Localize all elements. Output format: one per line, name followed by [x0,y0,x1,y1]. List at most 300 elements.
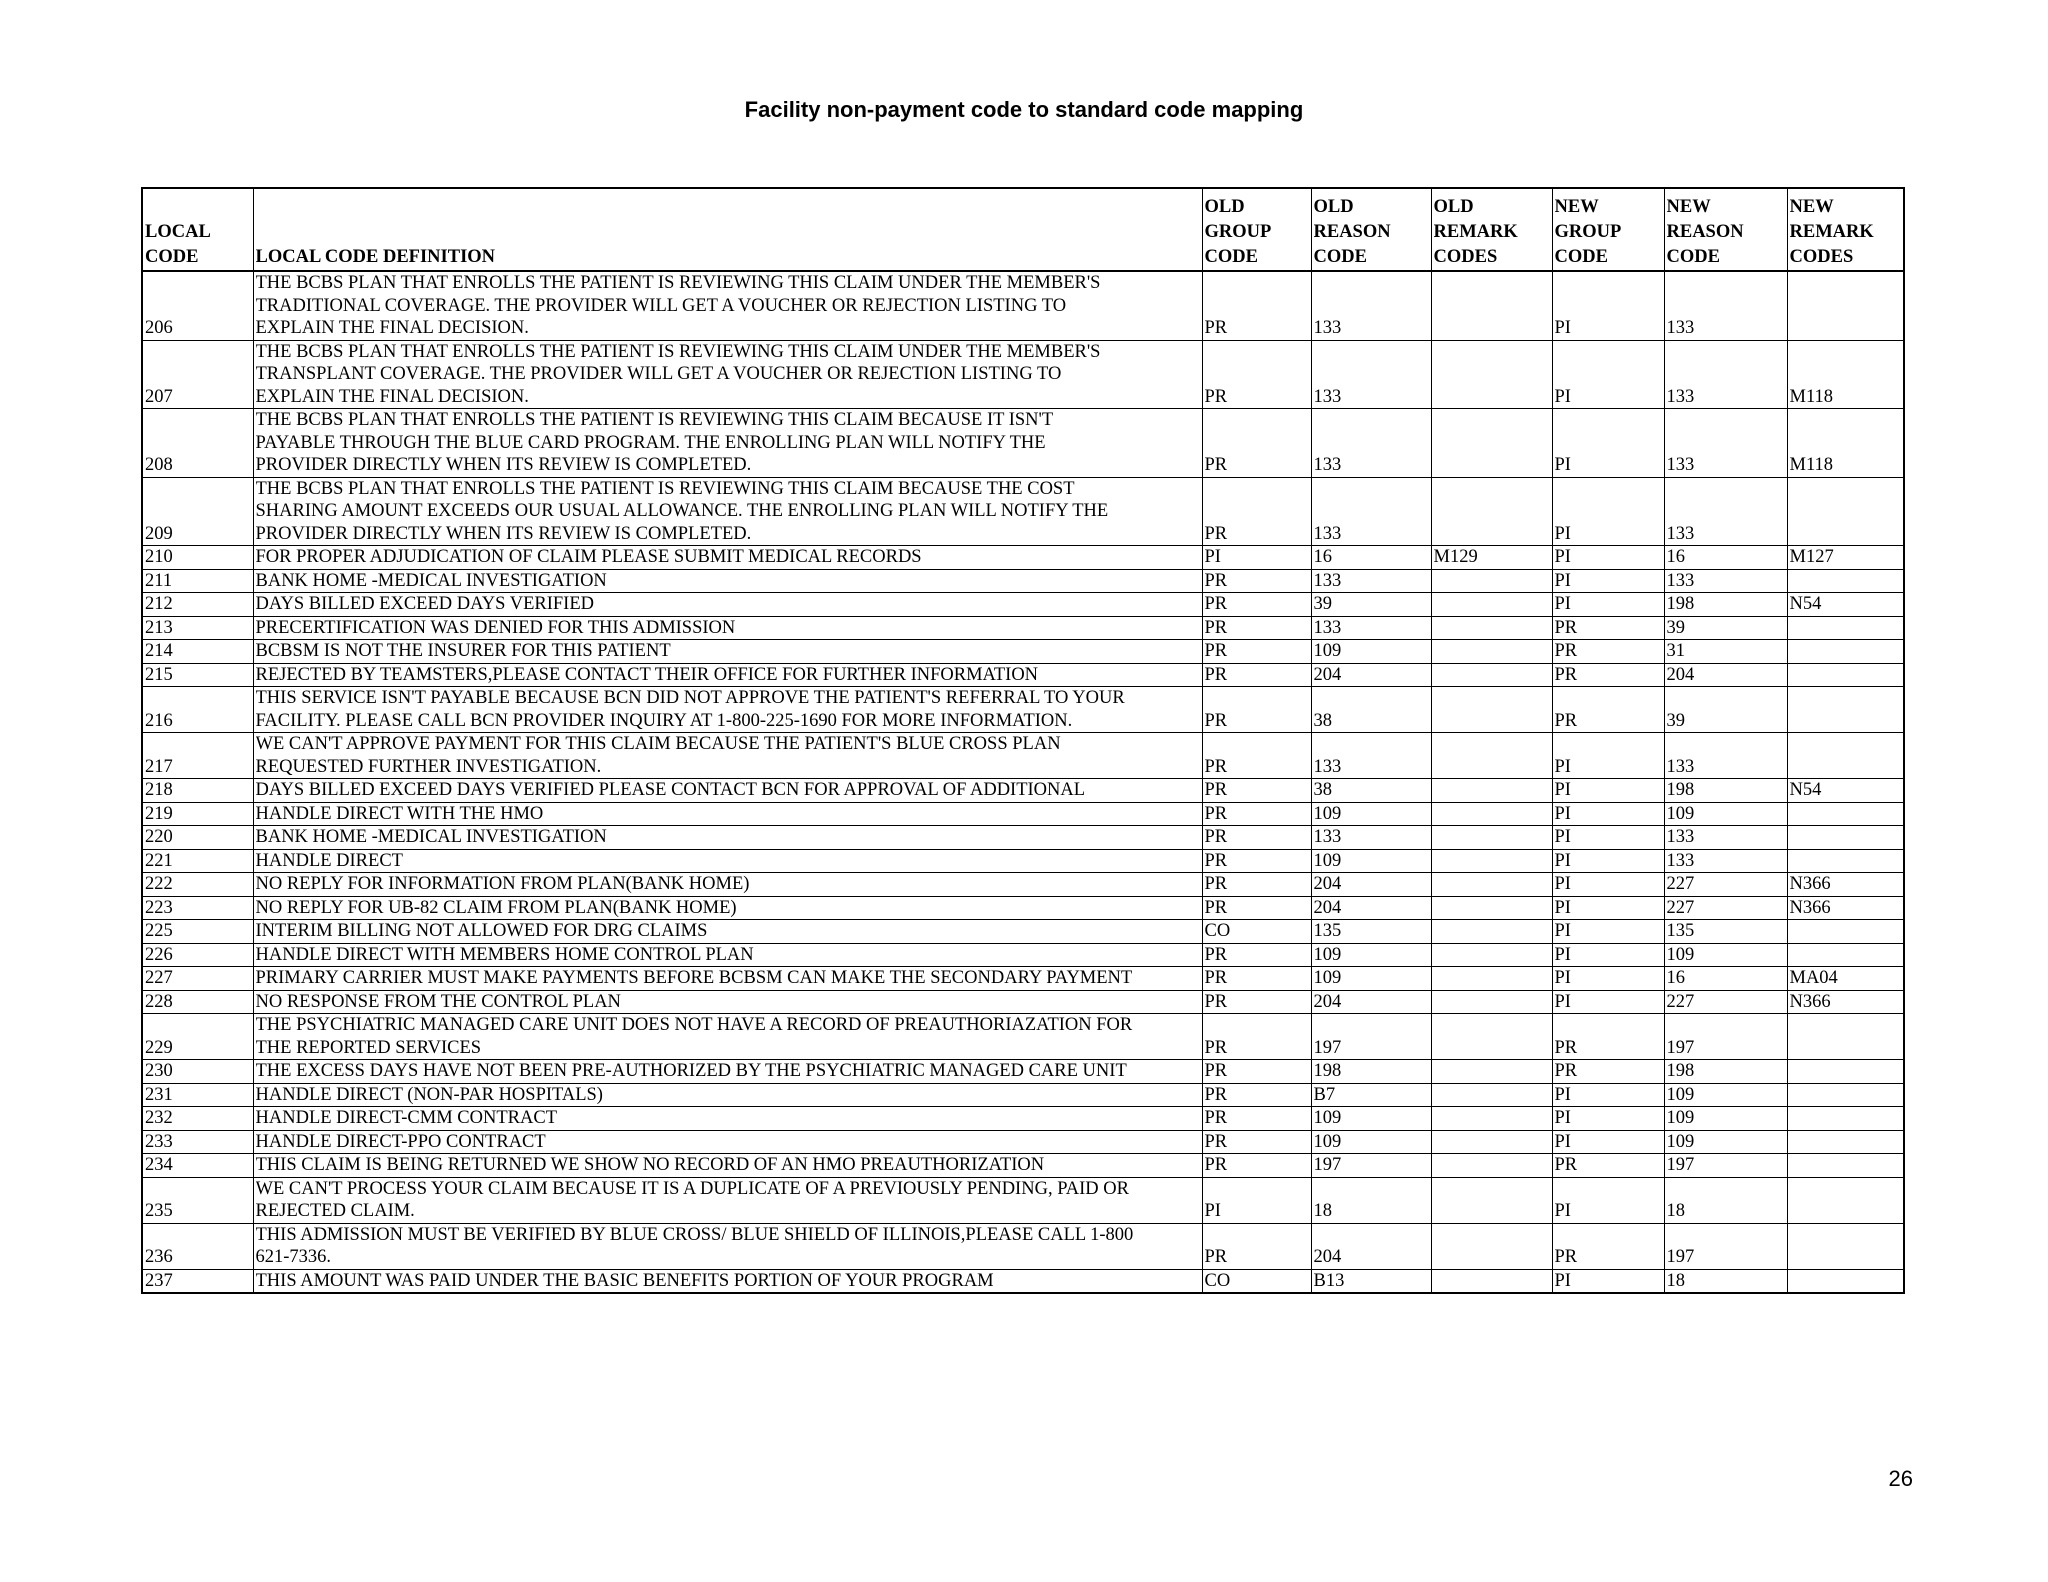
table-row [142,920,1904,944]
cell-definition [253,873,1202,897]
cell-old-reason-code: 16 [1311,546,1431,570]
cell-new-group-code: PR [1552,1223,1664,1269]
definition-line: SHARING AMOUNT EXCEEDS OUR USUAL ALLOWANCE. THE ENROLLING PLAN WILL NOTIFY THE [255,501,1109,521]
cell-new-group-code: PI [1552,1177,1664,1223]
definition-line: NO REPLY FOR INFORMATION FROM PLAN(BANK HOME) [255,874,750,894]
definition-line: PROVIDER DIRECTLY WHEN ITS REVIEW IS COMPLETED. [255,523,752,544]
cell-definition [253,802,1202,826]
cell-new-group-code: PI [1552,802,1664,826]
header-line: CODE [1666,247,1720,267]
definition-line: THIS CLAIM IS BEING RETURNED WE SHOW NO RECORD OF AN HMO PREAUTHORIZATION [255,1155,1045,1175]
cell-old-remark-codes [1431,967,1552,991]
table-row [142,733,1904,779]
cell-old-group-code: PR [1202,733,1311,779]
cell-old-remark-codes [1431,1154,1552,1178]
cell-old-group-code: PI [1202,546,1311,570]
table-row [142,1060,1904,1084]
cell-definition [253,1060,1202,1084]
cell-local-code: 226 [142,943,253,967]
cell-new-group-code: PR [1552,663,1664,687]
cell-new-group-code: PI [1552,943,1664,967]
cell-old-remark-codes [1431,271,1552,340]
cell-local-code: 210 [142,546,253,570]
cell-old-reason-code: 109 [1311,849,1431,873]
cell-new-remark-codes: MA04 [1787,967,1904,991]
cell-old-remark-codes [1431,1014,1552,1060]
cell-old-group-code: PR [1202,687,1311,733]
table-row [142,340,1904,409]
cell-old-reason-code: 109 [1311,1130,1431,1154]
cell-new-group-code: PR [1552,687,1664,733]
cell-old-reason-code: 204 [1311,1223,1431,1269]
cell-old-reason-code: 197 [1311,1154,1431,1178]
cell-new-group-code: PI [1552,546,1664,570]
table-row [142,1269,1904,1293]
cell-new-reason-code: 227 [1664,896,1787,920]
cell-old-remark-codes [1431,896,1552,920]
cell-local-code: 218 [142,779,253,803]
cell-old-remark-codes [1431,1223,1552,1269]
table-row [142,1177,1904,1223]
header-line: OLD [1433,197,1474,217]
cell-new-reason-code: 133 [1664,340,1787,409]
table-row [142,546,1904,570]
cell-old-reason-code: 135 [1311,920,1431,944]
cell-new-remark-codes [1787,943,1904,967]
definition-line: PAYABLE THROUGH THE BLUE CARD PROGRAM. THE ENROLLING PLAN WILL NOTIFY THE [255,432,1046,453]
cell-new-reason-code: 197 [1664,1014,1787,1060]
cell-old-group-code: PR [1202,896,1311,920]
cell-new-reason-code: 109 [1664,943,1787,967]
cell-local-code: 221 [142,849,253,873]
cell-new-group-code: PI [1552,593,1664,617]
definition-line: EXPLAIN THE FINAL DECISION. [255,318,529,338]
definition-line: NO RESPONSE FROM THE CONTROL PLAN [255,991,621,1012]
cell-definition [253,920,1202,944]
cell-new-group-code: PI [1552,849,1664,873]
header-line: NEW [1789,197,1834,217]
cell-new-group-code: PI [1552,1083,1664,1107]
cell-old-group-code: PR [1202,1060,1311,1084]
cell-definition [253,271,1202,340]
cell-new-remark-codes [1787,477,1904,546]
cell-new-group-code: PR [1552,616,1664,640]
cell-local-code: 208 [142,409,253,478]
cell-old-group-code: PR [1202,779,1311,803]
cell-old-reason-code: 204 [1311,873,1431,897]
cell-new-reason-code: 133 [1664,826,1787,850]
definition-line: HANDLE DIRECT WITH MEMBERS HOME CONTROL PLAN [255,944,754,965]
table-row [142,896,1904,920]
definition-line: HANDLE DIRECT-CMM CONTRACT [255,1108,557,1128]
definition-line: PRIMARY CARRIER MUST MAKE PAYMENTS BEFORE BCBSM CAN MAKE THE SECONDARY PAYMENT [255,968,1133,988]
definition-line: FOR PROPER ADJUDICATION OF CLAIM PLEASE SUBMIT MEDICAL RECORDS [255,547,922,567]
definition-line: THE PSYCHIATRIC MANAGED CARE UNIT DOES NOT HAVE A RECORD OF PREAUTHORIAZATION FOR [255,1015,1133,1035]
cell-old-reason-code: 109 [1311,1107,1431,1131]
cell-new-reason-code: 109 [1664,802,1787,826]
cell-old-remark-codes [1431,1177,1552,1223]
cell-old-group-code: PR [1202,593,1311,617]
cell-new-reason-code: 204 [1664,663,1787,687]
cell-old-group-code: CO [1202,920,1311,944]
cell-old-reason-code: B13 [1311,1269,1431,1293]
definition-line: TRADITIONAL COVERAGE. THE PROVIDER WILL GET A VOUCHER OR REJECTION LISTING TO [255,295,1067,316]
cell-new-remark-codes [1787,826,1904,850]
cell-new-group-code: PI [1552,733,1664,779]
cell-old-group-code: PR [1202,849,1311,873]
cell-new-remark-codes: M127 [1787,546,1904,570]
definition-line: HANDLE DIRECT-PPO CONTRACT [255,1131,546,1152]
cell-old-remark-codes [1431,687,1552,733]
cell-definition [253,409,1202,478]
cell-new-remark-codes [1787,1154,1904,1178]
cell-old-group-code: PR [1202,1130,1311,1154]
cell-local-code: 231 [142,1083,253,1107]
cell-old-reason-code: 109 [1311,967,1431,991]
definition-line: THE REPORTED SERVICES [255,1037,482,1058]
cell-local-code: 213 [142,616,253,640]
table-row [142,1130,1904,1154]
table-row [142,409,1904,478]
definition-line: PRECERTIFICATION WAS DENIED FOR THIS ADMISSION [255,617,736,638]
cell-new-remark-codes [1787,687,1904,733]
cell-old-group-code: PR [1202,1107,1311,1131]
cell-new-group-code: PR [1552,640,1664,664]
cell-definition [253,593,1202,617]
cell-new-remark-codes [1787,733,1904,779]
cell-old-group-code: PR [1202,340,1311,409]
header-new-reason-code [1664,188,1787,271]
cell-new-remark-codes: N366 [1787,873,1904,897]
cell-definition [253,663,1202,687]
table-row [142,616,1904,640]
table-row [142,990,1904,1014]
page-title: Facility non-payment code to standard code mapping [744,97,1304,122]
definition-line: REQUESTED FURTHER INVESTIGATION. [255,756,602,777]
cell-old-group-code: PR [1202,477,1311,546]
table-row [142,1154,1904,1178]
table-row [142,687,1904,733]
cell-definition [253,569,1202,593]
cell-old-remark-codes [1431,733,1552,779]
cell-old-reason-code: 133 [1311,409,1431,478]
definition-line: WE CAN'T PROCESS YOUR CLAIM BECAUSE IT IS A DUPLICATE OF A PREVIOUSLY PENDING, PAID OR [255,1178,1129,1199]
header-line: CODES [1789,247,1854,267]
header-line: CODES [1433,247,1498,267]
cell-old-remark-codes [1431,569,1552,593]
cell-new-group-code: PI [1552,271,1664,340]
cell-definition [253,990,1202,1014]
cell-old-reason-code: 133 [1311,271,1431,340]
table-row [142,802,1904,826]
definition-line: HANDLE DIRECT [255,850,403,871]
header-local-code [142,188,253,271]
cell-old-remark-codes [1431,409,1552,478]
cell-new-reason-code: 198 [1664,779,1787,803]
cell-local-code: 216 [142,687,253,733]
cell-new-remark-codes [1787,1223,1904,1269]
cell-old-remark-codes: M129 [1431,546,1552,570]
cell-old-reason-code: 18 [1311,1177,1431,1223]
cell-definition [253,640,1202,664]
cell-new-remark-codes: M118 [1787,409,1904,478]
cell-old-remark-codes [1431,849,1552,873]
cell-local-code: 235 [142,1177,253,1223]
cell-old-group-code: PR [1202,1083,1311,1107]
definition-line: FACILITY. PLEASE CALL BCN PROVIDER INQUIRY AT 1-800-225-1690 FOR MORE INFORMATION. [255,710,1073,731]
cell-new-reason-code: 133 [1664,849,1787,873]
header-new-group-code [1552,188,1664,271]
header-line: NEW [1666,197,1711,217]
cell-new-remark-codes: N366 [1787,896,1904,920]
cell-old-reason-code: 133 [1311,477,1431,546]
cell-old-remark-codes [1431,663,1552,687]
table-row [142,569,1904,593]
cell-definition [253,687,1202,733]
cell-new-group-code: PI [1552,990,1664,1014]
cell-old-remark-codes [1431,920,1552,944]
cell-new-remark-codes [1787,616,1904,640]
header-old-remark-codes [1431,188,1552,271]
cell-new-remark-codes: N54 [1787,593,1904,617]
cell-new-reason-code: 133 [1664,569,1787,593]
table-row [142,1107,1904,1131]
cell-new-group-code: PI [1552,569,1664,593]
cell-new-remark-codes [1787,1014,1904,1060]
cell-local-code: 214 [142,640,253,664]
cell-old-remark-codes [1431,640,1552,664]
cell-new-group-code: PR [1552,1014,1664,1060]
header-line: CODE [1554,247,1608,267]
header-local-code-definition [253,188,1202,271]
cell-local-code: 209 [142,477,253,546]
cell-old-group-code: PR [1202,640,1311,664]
cell-local-code: 222 [142,873,253,897]
cell-new-reason-code: 109 [1664,1083,1787,1107]
cell-new-remark-codes [1787,640,1904,664]
definition-line: INTERIM BILLING NOT ALLOWED FOR DRG CLAIMS [255,921,708,941]
cell-new-remark-codes [1787,1130,1904,1154]
cell-old-remark-codes [1431,1107,1552,1131]
table-row [142,779,1904,803]
header-line: LOCAL [145,222,211,242]
cell-old-reason-code: 133 [1311,826,1431,850]
cell-definition [253,1177,1202,1223]
header-line: CODE [145,247,199,267]
cell-local-code: 220 [142,826,253,850]
header-line: REASON [1313,222,1391,242]
cell-definition [253,1269,1202,1293]
cell-old-reason-code: 197 [1311,1014,1431,1060]
header-new-remark-codes [1787,188,1904,271]
cell-local-code: 223 [142,896,253,920]
cell-old-remark-codes [1431,340,1552,409]
cell-new-remark-codes [1787,802,1904,826]
cell-old-group-code: PI [1202,1177,1311,1223]
cell-new-reason-code: 16 [1664,546,1787,570]
cell-old-group-code: PR [1202,990,1311,1014]
cell-new-remark-codes: N54 [1787,779,1904,803]
cell-new-reason-code: 16 [1664,967,1787,991]
cell-local-code: 229 [142,1014,253,1060]
header-line: LOCAL CODE DEFINITION [255,247,496,267]
cell-new-remark-codes [1787,569,1904,593]
cell-new-group-code: PI [1552,873,1664,897]
cell-old-remark-codes [1431,990,1552,1014]
cell-new-group-code: PI [1552,1130,1664,1154]
cell-new-group-code: PI [1552,896,1664,920]
cell-local-code: 234 [142,1154,253,1178]
cell-new-remark-codes [1787,920,1904,944]
header-old-group-code [1202,188,1311,271]
cell-local-code: 207 [142,340,253,409]
cell-definition [253,733,1202,779]
cell-old-group-code: PR [1202,1154,1311,1178]
cell-old-reason-code: 204 [1311,663,1431,687]
cell-new-remark-codes [1787,1107,1904,1131]
cell-new-group-code: PR [1552,1060,1664,1084]
cell-new-group-code: PI [1552,1269,1664,1293]
cell-new-reason-code: 227 [1664,873,1787,897]
table-body [142,271,1904,1293]
cell-definition [253,1223,1202,1269]
definition-line: BANK HOME -MEDICAL INVESTIGATION [255,827,607,847]
header-line: CODE [1313,247,1367,267]
cell-local-code: 233 [142,1130,253,1154]
definition-line: BANK HOME -MEDICAL INVESTIGATION [255,570,607,591]
cell-old-reason-code: 133 [1311,616,1431,640]
cell-new-reason-code: 39 [1664,687,1787,733]
definition-line: REJECTED BY TEAMSTERS,PLEASE CONTACT THEIR OFFICE FOR FURTHER INFORMATION [255,664,1039,685]
cell-new-reason-code: 133 [1664,477,1787,546]
cell-old-remark-codes [1431,1130,1552,1154]
cell-definition [253,896,1202,920]
table-row [142,967,1904,991]
cell-old-group-code: PR [1202,826,1311,850]
cell-old-group-code: PR [1202,1014,1311,1060]
header-line: GROUP [1204,222,1272,242]
cell-new-remark-codes [1787,271,1904,340]
table-header-row [142,188,1904,271]
definition-line: THIS SERVICE ISN'T PAYABLE BECAUSE BCN DID NOT APPROVE THE PATIENT'S REFERRAL TO YOUR [255,688,1125,708]
cell-new-reason-code: 197 [1664,1154,1787,1178]
cell-old-reason-code: 204 [1311,990,1431,1014]
cell-definition [253,1083,1202,1107]
definition-line: THE EXCESS DAYS HAVE NOT BEEN PRE-AUTHORIZED BY THE PSYCHIATRIC MANAGED CARE UNIT [255,1061,1127,1081]
cell-old-reason-code: 38 [1311,687,1431,733]
cell-new-reason-code: 135 [1664,920,1787,944]
cell-definition [253,340,1202,409]
cell-old-remark-codes [1431,802,1552,826]
table-row [142,873,1904,897]
header-line: REASON [1666,222,1744,242]
definition-line: BCBSM IS NOT THE INSURER FOR THIS PATIENT [255,641,671,661]
cell-old-remark-codes [1431,1060,1552,1084]
table-row [142,663,1904,687]
table-row [142,271,1904,340]
cell-old-remark-codes [1431,943,1552,967]
cell-new-group-code: PI [1552,409,1664,478]
table-row [142,477,1904,546]
page-number: 26 [1888,1466,1913,1491]
cell-new-group-code: PI [1552,779,1664,803]
cell-new-remark-codes [1787,1177,1904,1223]
cell-old-reason-code: 204 [1311,896,1431,920]
cell-new-remark-codes [1787,1083,1904,1107]
definition-line: HANDLE DIRECT WITH THE HMO [255,803,544,824]
cell-local-code: 236 [142,1223,253,1269]
cell-new-reason-code: 197 [1664,1223,1787,1269]
cell-definition [253,477,1202,546]
cell-local-code: 206 [142,271,253,340]
table-row [142,1014,1904,1060]
cell-old-reason-code: 109 [1311,943,1431,967]
cell-old-remark-codes [1431,826,1552,850]
cell-old-remark-codes [1431,873,1552,897]
definition-line: NO REPLY FOR UB-82 CLAIM FROM PLAN(BANK HOME) [255,897,737,918]
cell-old-reason-code: 109 [1311,640,1431,664]
header-line: OLD [1204,197,1245,217]
cell-old-group-code: PR [1202,616,1311,640]
cell-old-group-code: PR [1202,569,1311,593]
cell-definition [253,943,1202,967]
definition-line: WE CAN'T APPROVE PAYMENT FOR THIS CLAIM BECAUSE THE PATIENT'S BLUE CROSS PLAN [255,734,1061,754]
cell-old-reason-code: 198 [1311,1060,1431,1084]
cell-definition [253,546,1202,570]
header-line: NEW [1554,197,1599,217]
header-line: REMARK [1433,222,1518,242]
cell-local-code: 219 [142,802,253,826]
cell-new-remark-codes: N366 [1787,990,1904,1014]
cell-new-remark-codes [1787,1060,1904,1084]
cell-old-remark-codes [1431,477,1552,546]
table-row [142,640,1904,664]
definition-line: TRANSPLANT COVERAGE. THE PROVIDER WILL GET A VOUCHER OR REJECTION LISTING TO [255,364,1062,384]
cell-new-group-code: PI [1552,920,1664,944]
cell-definition [253,826,1202,850]
definition-line: HANDLE DIRECT (NON-PAR HOSPITALS) [255,1084,603,1105]
cell-old-group-code: PR [1202,802,1311,826]
cell-local-code: 215 [142,663,253,687]
cell-old-reason-code: 39 [1311,593,1431,617]
cell-old-group-code: PR [1202,409,1311,478]
cell-new-reason-code: 39 [1664,616,1787,640]
cell-local-code: 211 [142,569,253,593]
cell-new-remark-codes: M118 [1787,340,1904,409]
definition-line: THE BCBS PLAN THAT ENROLLS THE PATIENT IS REVIEWING THIS CLAIM BECAUSE THE COST [255,478,1075,499]
definition-line: THE BCBS PLAN THAT ENROLLS THE PATIENT IS REVIEWING THIS CLAIM UNDER THE MEMBER'S [255,341,1101,362]
cell-local-code: 237 [142,1269,253,1293]
table-row [142,943,1904,967]
table-row [142,1223,1904,1269]
cell-new-remark-codes [1787,1269,1904,1293]
cell-local-code: 225 [142,920,253,944]
code-mapping-table [141,187,1905,1294]
definition-line: DAYS BILLED EXCEED DAYS VERIFIED [255,594,595,614]
cell-new-group-code: PR [1552,1154,1664,1178]
cell-definition [253,849,1202,873]
cell-new-reason-code: 31 [1664,640,1787,664]
cell-old-reason-code: 133 [1311,733,1431,779]
cell-new-remark-codes [1787,849,1904,873]
cell-old-reason-code: 133 [1311,340,1431,409]
cell-definition [253,967,1202,991]
cell-old-remark-codes [1431,779,1552,803]
header-line: CODE [1204,247,1258,267]
cell-new-reason-code: 18 [1664,1177,1787,1223]
cell-definition [253,779,1202,803]
cell-old-remark-codes [1431,1269,1552,1293]
